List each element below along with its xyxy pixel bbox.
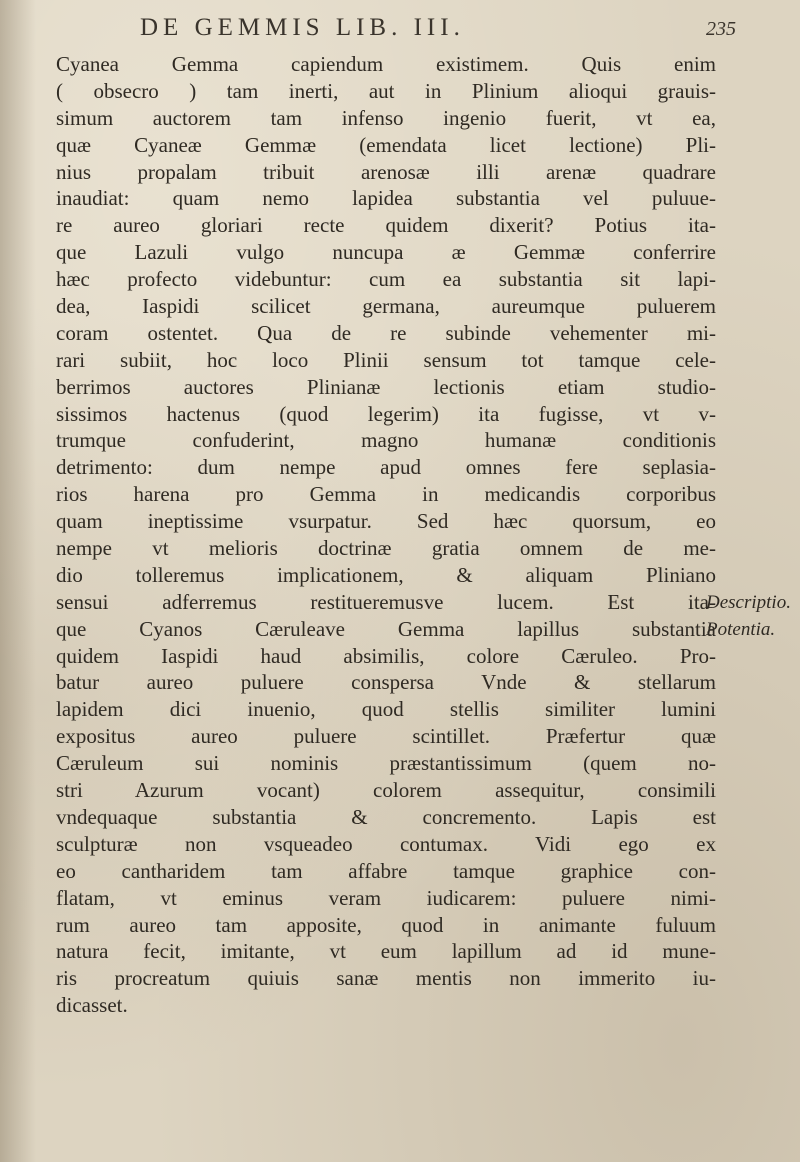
text-line: que Lazuli vulgo nuncupa æ Gemmæ conferrire	[56, 240, 716, 265]
text-line: nempe vt melioris doctrinæ gratia omnem de me-	[56, 536, 716, 561]
text-line: detrimento: dum nempe apud omnes fere seplasia-	[56, 455, 716, 480]
text-line: quæ Cyaneæ Gemmæ (emendata licet lectione) Pli-	[56, 132, 716, 157]
text-line: dio tolleremus implicationem, & aliquam Pliniano	[56, 562, 716, 587]
page-number: 235	[706, 18, 736, 40]
margin-note-potentia: Potentia.	[706, 619, 776, 640]
text-line: lapidem dici inuenio, quod stellis similiter lumini	[56, 697, 716, 722]
text-line: inaudiat: quam nemo lapidea substantia vel puluue-	[56, 186, 716, 211]
text-line: natura fecit, imitante, vt eum lapillum ad id mune-	[56, 939, 716, 964]
text-line: Cyanea Gemma capiendum existimem. Quis enim	[56, 52, 716, 76]
text-line: vndequaque substantia & concremento. Lapis est	[56, 804, 716, 829]
text-line: re aureo gloriari recte quidem dixerit? Potius ita-	[56, 213, 716, 238]
text-line: stri Azurum vocant) colorem assequitur, consimili	[56, 778, 716, 803]
margin-note-descriptio: Descriptio.	[706, 592, 791, 613]
text-line: nius propalam tribuit arenosæ illi arenæ quadrare	[56, 159, 716, 184]
body-text	[56, 51, 716, 1019]
text-line: trumque confuderint, magno humanæ conditionis	[56, 428, 716, 453]
text-line: sissimos hactenus (quod legerim) ita fugisse, vt v-	[56, 401, 716, 426]
text-line: que Cyanos Cæruleave Gemma lapillus substantia	[56, 616, 716, 641]
text-line: dicasset.	[56, 993, 128, 1018]
page-header	[0, 14, 800, 44]
text-line: eo cantharidem tam affabre tamque graphice con-	[56, 858, 716, 883]
text-line: expositus aureo puluere scintillet. Præfertur quæ	[56, 724, 716, 749]
text-line: ris procreatum quiuis sanæ mentis non immerito iu-	[56, 966, 716, 991]
text-line: rum aureo tam apposite, quod in animante fuluum	[56, 912, 716, 937]
running-head: DE GEMMIS LIB. III.	[140, 14, 465, 41]
text-line: rari subiit, hoc loco Plinii sensum tot tamque cele-	[56, 347, 716, 372]
text-line: berrimos auctores Plinianæ lectionis etiam studio-	[56, 374, 716, 399]
text-line: hæc profecto videbuntur: cum ea substantia sit lapi-	[56, 267, 716, 292]
text-line: quidem Iaspidi haud absimilis, colore Cæruleo. Pro-	[56, 643, 716, 668]
text-line: quam ineptissime vsurpatur. Sed hæc quorsum, eo	[56, 509, 716, 534]
text-line: simum auctorem tam infenso ingenio fuerit, vt ea,	[56, 105, 716, 130]
text-line: Cæruleum sui nominis præstantissimum (quem no-	[56, 751, 716, 776]
text-line: flatam, vt eminus veram iudicarem: puluere nimi-	[56, 885, 716, 910]
text-line: sculpturæ non vsqueadeo contumax. Vidi ego ex	[56, 831, 716, 856]
text-line: dea, Iaspidi scilicet germana, aureumque puluerem	[56, 294, 716, 319]
text-line: sensui adferremus restitueremusve lucem. Est ita-	[56, 589, 716, 614]
text-line: rios harena pro Gemma in medicandis corporibus	[56, 482, 716, 507]
text-line: coram ostentet. Qua de re subinde vehementer mi-	[56, 320, 716, 345]
text-line: ( obsecro ) tam inerti, aut in Plinium alioqui grauis-	[56, 78, 716, 103]
text-line: batur aureo puluere conspersa Vnde & stellarum	[56, 670, 716, 695]
gutter-shadow	[0, 0, 36, 1162]
